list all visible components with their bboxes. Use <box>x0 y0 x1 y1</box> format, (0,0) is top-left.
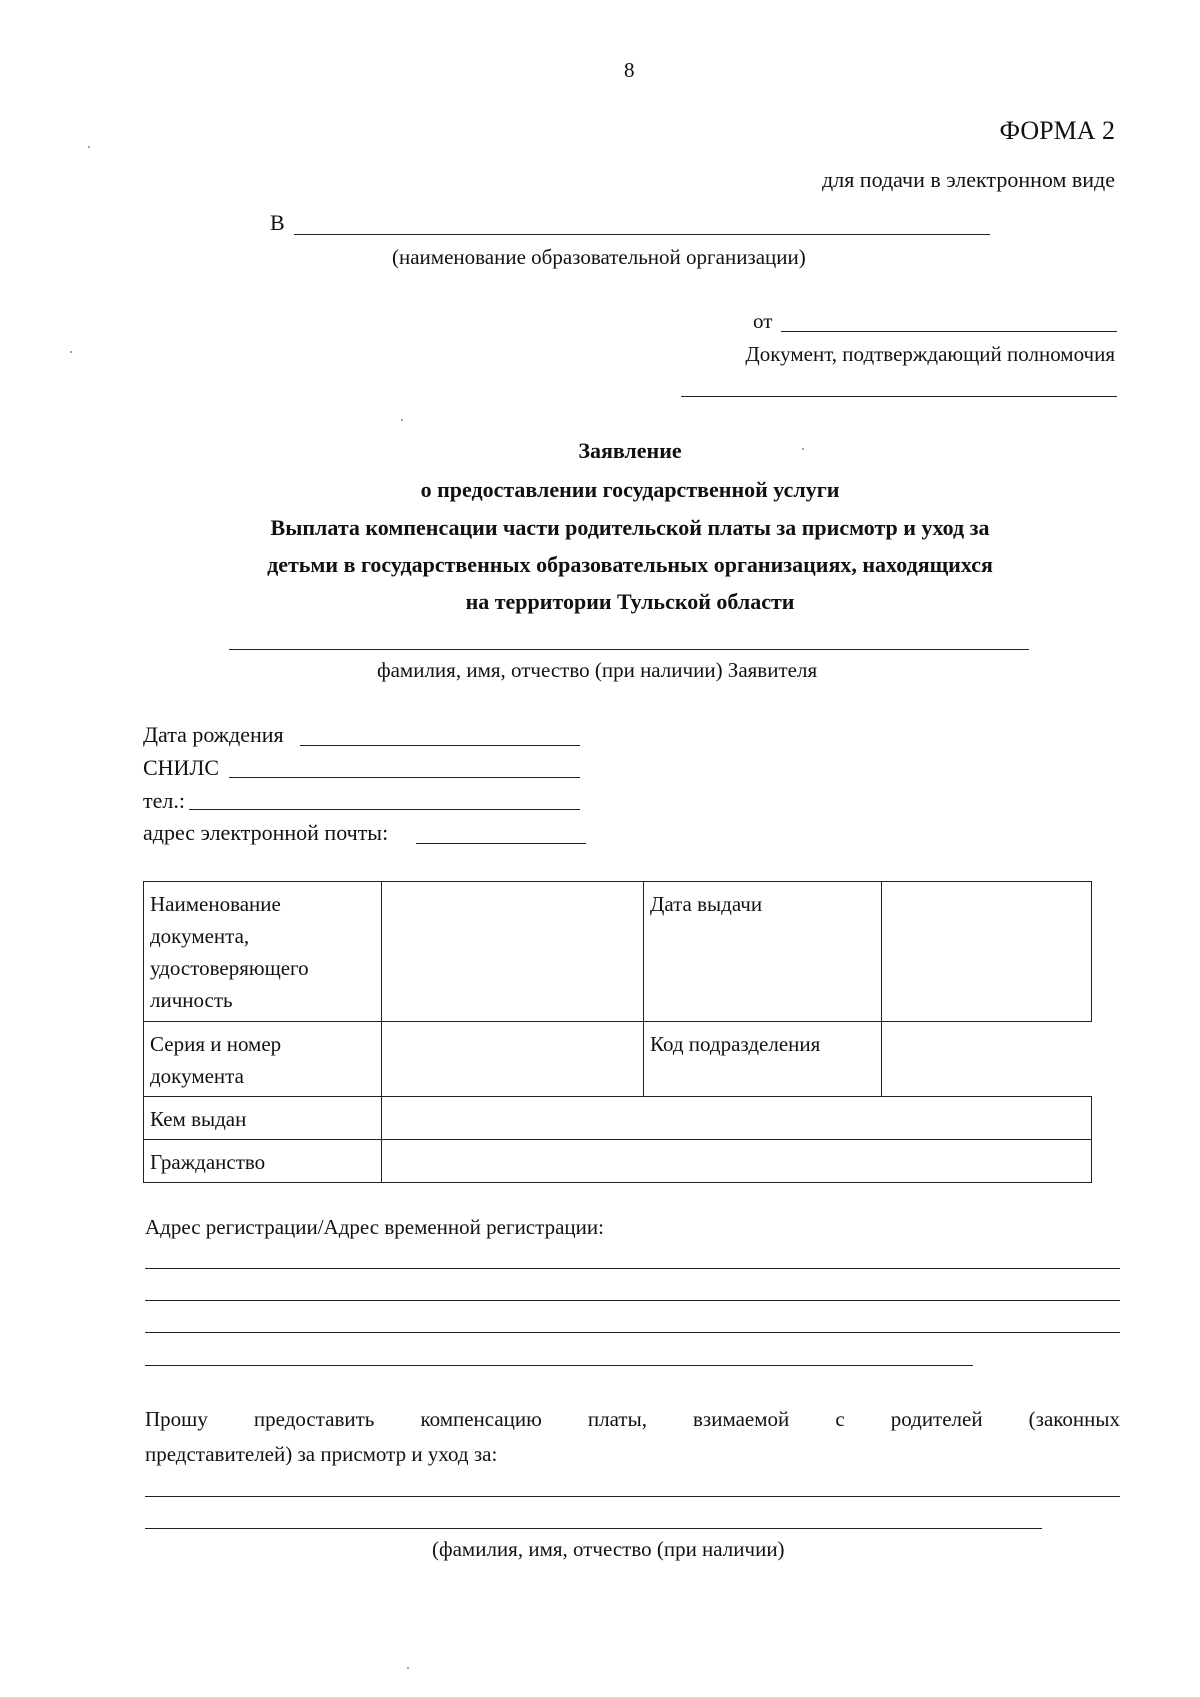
issued-by-label: Кем выдан <box>150 1107 247 1131</box>
request-line-1 <box>145 1407 1120 1432</box>
series-line-1: Серия и номер <box>150 1032 282 1056</box>
request-word: платы, <box>587 1407 647 1431</box>
from-prefix: от <box>753 309 773 333</box>
form-subtitle: для подачи в электронном виде <box>822 167 1115 192</box>
request-word: родителей <box>890 1407 983 1431</box>
applicant-caption: фамилия, имя, отчество (при наличии) Заявителя <box>377 658 818 682</box>
address-line-1[interactable] <box>145 1268 1120 1269</box>
division-code-label-cell <box>644 1022 882 1097</box>
title-line-4: детьми в государственных образовательных организациях, находящихся <box>267 552 993 577</box>
request-word: предоставить <box>253 1407 375 1431</box>
table-row <box>144 1097 1092 1140</box>
address-label: Адрес регистрации/Адрес временной регистрации: <box>145 1215 604 1239</box>
address-line-3[interactable] <box>145 1332 1120 1333</box>
email-label: адрес электронной почты: <box>143 820 389 845</box>
child-name-line-1[interactable] <box>145 1496 1120 1497</box>
table-row <box>144 882 1092 1022</box>
title-line-3: Выплата компенсации части родительской платы за присмотр и уход за <box>270 515 990 540</box>
phone-label: тел.: <box>143 788 185 813</box>
citizenship-label-cell <box>144 1140 382 1183</box>
scan-speck <box>70 351 72 353</box>
authority-caption: Документ, подтверждающий полномочия <box>745 342 1115 366</box>
child-caption: (фамилия, имя, отчество (при наличии) <box>432 1537 785 1561</box>
recipient-prefix: В <box>270 210 285 235</box>
doc-name-label-cell <box>144 882 382 1022</box>
citizenship-label: Гражданство <box>150 1150 266 1174</box>
applicant-name-line[interactable] <box>229 649 1029 650</box>
request-word: компенсацию <box>420 1407 542 1431</box>
doc-name-line-1: Наименование <box>150 892 281 916</box>
doc-name-line-4: личность <box>150 988 233 1012</box>
series-value-cell[interactable] <box>382 1022 644 1097</box>
request-word: с <box>835 1407 845 1431</box>
birth-date-label: Дата рождения <box>143 722 284 747</box>
issue-date-label-cell <box>644 882 882 1022</box>
authority-input-line[interactable] <box>681 396 1117 397</box>
division-code-label: Код подразделения <box>650 1032 821 1056</box>
child-name-line-2[interactable] <box>145 1528 1042 1529</box>
request-line-2: представителей) за присмотр и уход за: <box>145 1442 498 1466</box>
division-code-value-cell[interactable] <box>882 1022 1092 1097</box>
title-line-5: на территории Тульской области <box>465 589 795 614</box>
citizenship-value-cell[interactable] <box>382 1140 1092 1183</box>
doc-name-line-3: удостоверяющего <box>150 956 309 980</box>
scan-speck <box>407 1667 409 1669</box>
issued-by-value-cell[interactable] <box>382 1097 1092 1140</box>
request-word: взимаемой <box>693 1407 790 1431</box>
issue-date-value-cell[interactable] <box>882 882 1092 1022</box>
birth-date-line[interactable] <box>300 745 580 746</box>
address-line-4[interactable] <box>145 1365 973 1366</box>
table-row <box>144 1140 1092 1183</box>
doc-name-line-2: документа, <box>150 924 250 948</box>
email-line[interactable] <box>416 843 586 844</box>
address-line-2[interactable] <box>145 1300 1120 1301</box>
request-word: (законных <box>1028 1407 1120 1431</box>
identity-document-table <box>143 881 1092 1183</box>
request-word: Прошу <box>145 1407 208 1431</box>
recipient-input-line[interactable] <box>294 234 990 235</box>
scan-speck <box>401 419 403 421</box>
table-row <box>144 1022 1092 1097</box>
series-label-cell <box>144 1022 382 1097</box>
snils-line[interactable] <box>229 777 580 778</box>
doc-name-value-cell[interactable] <box>382 882 644 1022</box>
issue-date-label: Дата выдачи <box>650 892 763 916</box>
form-label: ФОРМА 2 <box>999 116 1115 145</box>
snils-label: СНИЛС <box>143 755 220 780</box>
document-title: Заявление <box>578 438 682 463</box>
issued-by-label-cell <box>144 1097 382 1140</box>
title-line-2: о предоставлении государственной услуги <box>420 477 840 502</box>
from-input-line[interactable] <box>781 331 1117 332</box>
phone-line[interactable] <box>189 809 580 810</box>
scan-speck <box>88 146 90 148</box>
page-number: 8 <box>624 58 635 82</box>
recipient-caption: (наименование образовательной организации) <box>392 245 806 269</box>
series-line-2: документа <box>150 1064 244 1088</box>
